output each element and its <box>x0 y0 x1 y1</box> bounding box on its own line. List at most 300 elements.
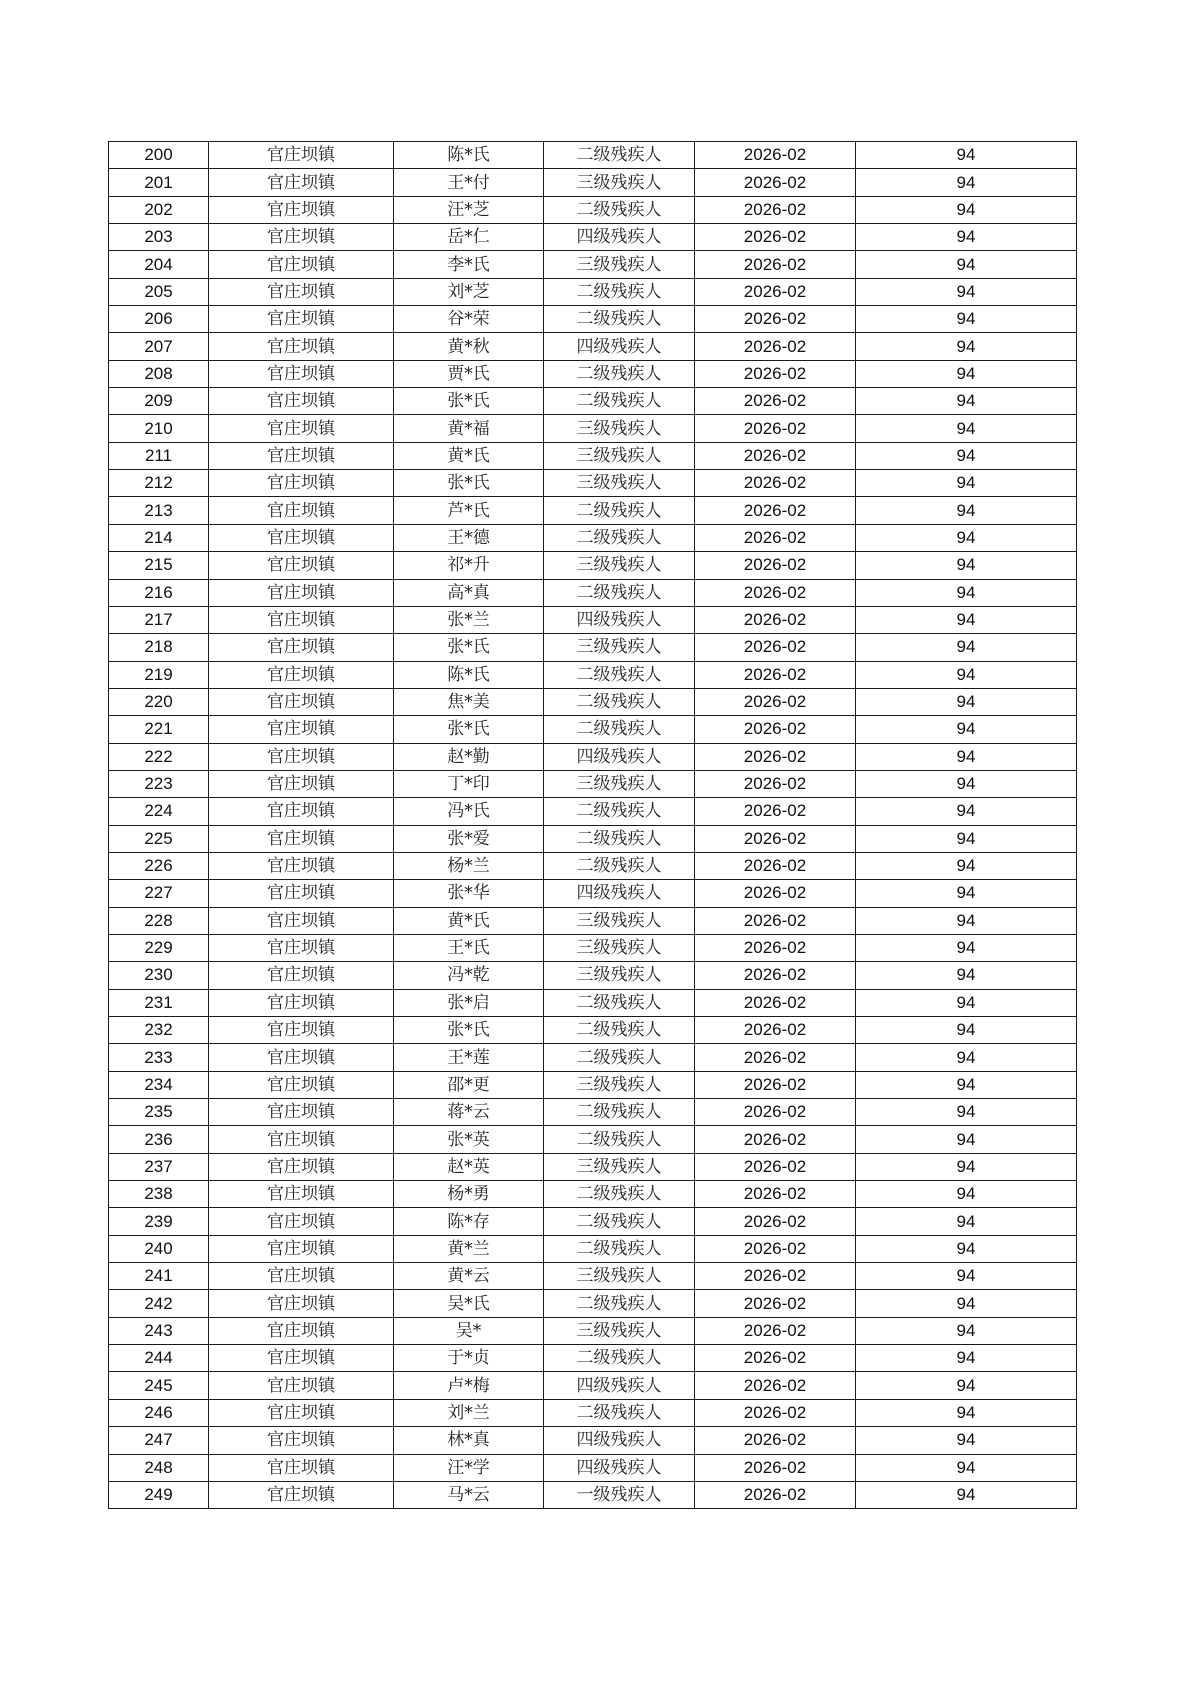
row-number-cell: 214 <box>109 524 209 551</box>
town-cell: 官庄坝镇 <box>209 1208 394 1235</box>
name-cell: 黄*福 <box>394 415 544 442</box>
amount-cell: 94 <box>856 1481 1077 1508</box>
name-cell: 王*付 <box>394 169 544 196</box>
name-cell: 李*氏 <box>394 251 544 278</box>
table-row <box>109 1399 1077 1426</box>
row-number-cell: 220 <box>109 688 209 715</box>
town-cell: 官庄坝镇 <box>209 142 394 169</box>
disability-level-cell: 二级残疾人 <box>544 661 695 688</box>
row-number-cell: 200 <box>109 142 209 169</box>
row-number-cell: 221 <box>109 716 209 743</box>
disability-level-cell: 二级残疾人 <box>544 1126 695 1153</box>
month-cell: 2026-02 <box>695 524 856 551</box>
name-cell: 张*氏 <box>394 716 544 743</box>
row-number-cell: 212 <box>109 470 209 497</box>
table-row <box>109 333 1077 360</box>
table-row <box>109 360 1077 387</box>
table-row <box>109 1181 1077 1208</box>
disability-level-cell: 三级残疾人 <box>544 1317 695 1344</box>
disability-level-cell: 二级残疾人 <box>544 1181 695 1208</box>
disability-level-cell: 三级残疾人 <box>544 442 695 469</box>
amount-cell: 94 <box>856 1126 1077 1153</box>
row-number-cell: 231 <box>109 989 209 1016</box>
town-cell: 官庄坝镇 <box>209 743 394 770</box>
row-number-cell: 224 <box>109 798 209 825</box>
row-number-cell: 230 <box>109 962 209 989</box>
row-number-cell: 228 <box>109 907 209 934</box>
month-cell: 2026-02 <box>695 388 856 415</box>
amount-cell: 94 <box>856 1454 1077 1481</box>
disability-level-cell: 二级残疾人 <box>544 497 695 524</box>
disability-level-cell: 三级残疾人 <box>544 770 695 797</box>
amount-cell: 94 <box>856 989 1077 1016</box>
amount-cell: 94 <box>856 1071 1077 1098</box>
name-cell: 刘*芝 <box>394 278 544 305</box>
disability-level-cell: 四级残疾人 <box>544 1372 695 1399</box>
town-cell: 官庄坝镇 <box>209 688 394 715</box>
name-cell: 赵*英 <box>394 1153 544 1180</box>
roster-body <box>109 142 1077 1509</box>
row-number-cell: 218 <box>109 634 209 661</box>
name-cell: 陈*存 <box>394 1208 544 1235</box>
name-cell: 岳*仁 <box>394 224 544 251</box>
row-number-cell: 201 <box>109 169 209 196</box>
town-cell: 官庄坝镇 <box>209 798 394 825</box>
name-cell: 卢*梅 <box>394 1372 544 1399</box>
row-number-cell: 248 <box>109 1454 209 1481</box>
table-row <box>109 524 1077 551</box>
row-number-cell: 227 <box>109 880 209 907</box>
row-number-cell: 213 <box>109 497 209 524</box>
row-number-cell: 211 <box>109 442 209 469</box>
amount-cell: 94 <box>856 798 1077 825</box>
town-cell: 官庄坝镇 <box>209 1235 394 1262</box>
table-row <box>109 1372 1077 1399</box>
disability-level-cell: 四级残疾人 <box>544 224 695 251</box>
name-cell: 邵*更 <box>394 1071 544 1098</box>
disability-level-cell: 二级残疾人 <box>544 1345 695 1372</box>
disability-level-cell: 三级残疾人 <box>544 415 695 442</box>
name-cell: 刘*兰 <box>394 1399 544 1426</box>
month-cell: 2026-02 <box>695 251 856 278</box>
amount-cell: 94 <box>856 196 1077 223</box>
name-cell: 冯*乾 <box>394 962 544 989</box>
month-cell: 2026-02 <box>695 1372 856 1399</box>
name-cell: 林*真 <box>394 1427 544 1454</box>
disability-level-cell: 三级残疾人 <box>544 962 695 989</box>
name-cell: 谷*荣 <box>394 306 544 333</box>
name-cell: 张*氏 <box>394 1017 544 1044</box>
disability-level-cell: 三级残疾人 <box>544 470 695 497</box>
table-row <box>109 1235 1077 1262</box>
month-cell: 2026-02 <box>695 278 856 305</box>
disability-level-cell: 三级残疾人 <box>544 169 695 196</box>
month-cell: 2026-02 <box>695 333 856 360</box>
table-row <box>109 743 1077 770</box>
name-cell: 蒋*云 <box>394 1099 544 1126</box>
row-number-cell: 204 <box>109 251 209 278</box>
town-cell: 官庄坝镇 <box>209 415 394 442</box>
town-cell: 官庄坝镇 <box>209 1071 394 1098</box>
amount-cell: 94 <box>856 1017 1077 1044</box>
amount-cell: 94 <box>856 716 1077 743</box>
month-cell: 2026-02 <box>695 1427 856 1454</box>
town-cell: 官庄坝镇 <box>209 1263 394 1290</box>
month-cell: 2026-02 <box>695 224 856 251</box>
disability-level-cell: 二级残疾人 <box>544 278 695 305</box>
row-number-cell: 210 <box>109 415 209 442</box>
town-cell: 官庄坝镇 <box>209 1099 394 1126</box>
month-cell: 2026-02 <box>695 1263 856 1290</box>
disability-level-cell: 一级残疾人 <box>544 1481 695 1508</box>
name-cell: 张*启 <box>394 989 544 1016</box>
table-row <box>109 1126 1077 1153</box>
town-cell: 官庄坝镇 <box>209 579 394 606</box>
amount-cell: 94 <box>856 1153 1077 1180</box>
amount-cell: 94 <box>856 907 1077 934</box>
month-cell: 2026-02 <box>695 306 856 333</box>
row-number-cell: 209 <box>109 388 209 415</box>
town-cell: 官庄坝镇 <box>209 278 394 305</box>
amount-cell: 94 <box>856 1181 1077 1208</box>
town-cell: 官庄坝镇 <box>209 1372 394 1399</box>
row-number-cell: 249 <box>109 1481 209 1508</box>
table-row <box>109 852 1077 879</box>
amount-cell: 94 <box>856 1099 1077 1126</box>
disability-level-cell: 四级残疾人 <box>544 333 695 360</box>
disability-level-cell: 二级残疾人 <box>544 1290 695 1317</box>
disability-level-cell: 二级残疾人 <box>544 989 695 1016</box>
town-cell: 官庄坝镇 <box>209 962 394 989</box>
town-cell: 官庄坝镇 <box>209 934 394 961</box>
disability-level-cell: 四级残疾人 <box>544 743 695 770</box>
amount-cell: 94 <box>856 388 1077 415</box>
table-row <box>109 306 1077 333</box>
month-cell: 2026-02 <box>695 169 856 196</box>
name-cell: 赵*勤 <box>394 743 544 770</box>
month-cell: 2026-02 <box>695 634 856 661</box>
row-number-cell: 205 <box>109 278 209 305</box>
amount-cell: 94 <box>856 360 1077 387</box>
table-row <box>109 661 1077 688</box>
amount-cell: 94 <box>856 1235 1077 1262</box>
town-cell: 官庄坝镇 <box>209 552 394 579</box>
disability-level-cell: 三级残疾人 <box>544 934 695 961</box>
disability-level-cell: 四级残疾人 <box>544 606 695 633</box>
amount-cell: 94 <box>856 1427 1077 1454</box>
table-row <box>109 470 1077 497</box>
town-cell: 官庄坝镇 <box>209 497 394 524</box>
town-cell: 官庄坝镇 <box>209 1126 394 1153</box>
town-cell: 官庄坝镇 <box>209 634 394 661</box>
disability-level-cell: 二级残疾人 <box>544 1208 695 1235</box>
town-cell: 官庄坝镇 <box>209 224 394 251</box>
month-cell: 2026-02 <box>695 1399 856 1426</box>
month-cell: 2026-02 <box>695 716 856 743</box>
town-cell: 官庄坝镇 <box>209 442 394 469</box>
name-cell: 陈*氏 <box>394 661 544 688</box>
name-cell: 杨*兰 <box>394 852 544 879</box>
town-cell: 官庄坝镇 <box>209 388 394 415</box>
row-number-cell: 243 <box>109 1317 209 1344</box>
disability-level-cell: 二级残疾人 <box>544 1017 695 1044</box>
table-row <box>109 251 1077 278</box>
table-row <box>109 442 1077 469</box>
amount-cell: 94 <box>856 770 1077 797</box>
town-cell: 官庄坝镇 <box>209 1317 394 1344</box>
name-cell: 于*贞 <box>394 1345 544 1372</box>
table-row <box>109 934 1077 961</box>
name-cell: 汪*学 <box>394 1454 544 1481</box>
month-cell: 2026-02 <box>695 142 856 169</box>
town-cell: 官庄坝镇 <box>209 989 394 1016</box>
table-row <box>109 688 1077 715</box>
disability-level-cell: 二级残疾人 <box>544 852 695 879</box>
town-cell: 官庄坝镇 <box>209 907 394 934</box>
row-number-cell: 236 <box>109 1126 209 1153</box>
table-row <box>109 770 1077 797</box>
name-cell: 祁*升 <box>394 552 544 579</box>
table-row <box>109 716 1077 743</box>
month-cell: 2026-02 <box>695 1481 856 1508</box>
amount-cell: 94 <box>856 634 1077 661</box>
name-cell: 杨*勇 <box>394 1181 544 1208</box>
town-cell: 官庄坝镇 <box>209 1427 394 1454</box>
subsidy-roster-table <box>108 141 1077 1509</box>
row-number-cell: 240 <box>109 1235 209 1262</box>
month-cell: 2026-02 <box>695 1071 856 1098</box>
disability-level-cell: 二级残疾人 <box>544 688 695 715</box>
name-cell: 黄*云 <box>394 1263 544 1290</box>
row-number-cell: 237 <box>109 1153 209 1180</box>
amount-cell: 94 <box>856 743 1077 770</box>
town-cell: 官庄坝镇 <box>209 880 394 907</box>
amount-cell: 94 <box>856 1317 1077 1344</box>
table-row <box>109 1017 1077 1044</box>
row-number-cell: 238 <box>109 1181 209 1208</box>
month-cell: 2026-02 <box>695 470 856 497</box>
town-cell: 官庄坝镇 <box>209 196 394 223</box>
name-cell: 王*氏 <box>394 934 544 961</box>
table-row <box>109 989 1077 1016</box>
amount-cell: 94 <box>856 278 1077 305</box>
table-row <box>109 1208 1077 1235</box>
month-cell: 2026-02 <box>695 415 856 442</box>
name-cell: 丁*印 <box>394 770 544 797</box>
disability-level-cell: 三级残疾人 <box>544 907 695 934</box>
name-cell: 王*莲 <box>394 1044 544 1071</box>
name-cell: 张*爱 <box>394 825 544 852</box>
row-number-cell: 203 <box>109 224 209 251</box>
name-cell: 黄*秋 <box>394 333 544 360</box>
town-cell: 官庄坝镇 <box>209 1345 394 1372</box>
disability-level-cell: 三级残疾人 <box>544 552 695 579</box>
amount-cell: 94 <box>856 1263 1077 1290</box>
name-cell: 黄*氏 <box>394 907 544 934</box>
town-cell: 官庄坝镇 <box>209 1153 394 1180</box>
row-number-cell: 239 <box>109 1208 209 1235</box>
month-cell: 2026-02 <box>695 934 856 961</box>
table-row <box>109 634 1077 661</box>
month-cell: 2026-02 <box>695 497 856 524</box>
row-number-cell: 206 <box>109 306 209 333</box>
disability-level-cell: 四级残疾人 <box>544 880 695 907</box>
month-cell: 2026-02 <box>695 442 856 469</box>
town-cell: 官庄坝镇 <box>209 852 394 879</box>
table-row <box>109 1044 1077 1071</box>
month-cell: 2026-02 <box>695 606 856 633</box>
disability-level-cell: 二级残疾人 <box>544 1235 695 1262</box>
name-cell: 张*兰 <box>394 606 544 633</box>
town-cell: 官庄坝镇 <box>209 1017 394 1044</box>
table-row <box>109 1099 1077 1126</box>
row-number-cell: 222 <box>109 743 209 770</box>
disability-level-cell: 二级残疾人 <box>544 579 695 606</box>
month-cell: 2026-02 <box>695 1181 856 1208</box>
month-cell: 2026-02 <box>695 1317 856 1344</box>
table-row <box>109 1454 1077 1481</box>
disability-level-cell: 二级残疾人 <box>544 524 695 551</box>
row-number-cell: 226 <box>109 852 209 879</box>
amount-cell: 94 <box>856 1345 1077 1372</box>
name-cell: 张*氏 <box>394 470 544 497</box>
month-cell: 2026-02 <box>695 1290 856 1317</box>
month-cell: 2026-02 <box>695 989 856 1016</box>
table-row <box>109 907 1077 934</box>
amount-cell: 94 <box>856 442 1077 469</box>
name-cell: 高*真 <box>394 579 544 606</box>
table-row <box>109 825 1077 852</box>
row-number-cell: 207 <box>109 333 209 360</box>
town-cell: 官庄坝镇 <box>209 1044 394 1071</box>
table-row <box>109 169 1077 196</box>
amount-cell: 94 <box>856 825 1077 852</box>
amount-cell: 94 <box>856 962 1077 989</box>
disability-level-cell: 四级残疾人 <box>544 1427 695 1454</box>
disability-level-cell: 二级残疾人 <box>544 825 695 852</box>
amount-cell: 94 <box>856 415 1077 442</box>
amount-cell: 94 <box>856 1372 1077 1399</box>
name-cell: 王*德 <box>394 524 544 551</box>
amount-cell: 94 <box>856 852 1077 879</box>
amount-cell: 94 <box>856 688 1077 715</box>
table-row <box>109 1481 1077 1508</box>
table-row <box>109 962 1077 989</box>
month-cell: 2026-02 <box>695 579 856 606</box>
name-cell: 冯*氏 <box>394 798 544 825</box>
row-number-cell: 241 <box>109 1263 209 1290</box>
amount-cell: 94 <box>856 880 1077 907</box>
amount-cell: 94 <box>856 579 1077 606</box>
town-cell: 官庄坝镇 <box>209 661 394 688</box>
month-cell: 2026-02 <box>695 880 856 907</box>
table-row <box>109 142 1077 169</box>
town-cell: 官庄坝镇 <box>209 333 394 360</box>
row-number-cell: 247 <box>109 1427 209 1454</box>
month-cell: 2026-02 <box>695 798 856 825</box>
month-cell: 2026-02 <box>695 1235 856 1262</box>
disability-level-cell: 三级残疾人 <box>544 634 695 661</box>
disability-level-cell: 二级残疾人 <box>544 798 695 825</box>
name-cell: 黄*兰 <box>394 1235 544 1262</box>
amount-cell: 94 <box>856 524 1077 551</box>
amount-cell: 94 <box>856 251 1077 278</box>
table-row <box>109 497 1077 524</box>
row-number-cell: 202 <box>109 196 209 223</box>
amount-cell: 94 <box>856 497 1077 524</box>
row-number-cell: 244 <box>109 1345 209 1372</box>
month-cell: 2026-02 <box>695 1017 856 1044</box>
table-row <box>109 1153 1077 1180</box>
row-number-cell: 223 <box>109 770 209 797</box>
row-number-cell: 215 <box>109 552 209 579</box>
town-cell: 官庄坝镇 <box>209 470 394 497</box>
disability-level-cell: 三级残疾人 <box>544 1263 695 1290</box>
table-row <box>109 606 1077 633</box>
month-cell: 2026-02 <box>695 907 856 934</box>
row-number-cell: 242 <box>109 1290 209 1317</box>
name-cell: 马*云 <box>394 1481 544 1508</box>
table-row <box>109 388 1077 415</box>
disability-level-cell: 二级残疾人 <box>544 388 695 415</box>
town-cell: 官庄坝镇 <box>209 524 394 551</box>
month-cell: 2026-02 <box>695 852 856 879</box>
name-cell: 贾*氏 <box>394 360 544 387</box>
town-cell: 官庄坝镇 <box>209 1454 394 1481</box>
row-number-cell: 225 <box>109 825 209 852</box>
amount-cell: 94 <box>856 142 1077 169</box>
month-cell: 2026-02 <box>695 1454 856 1481</box>
name-cell: 张*华 <box>394 880 544 907</box>
row-number-cell: 235 <box>109 1099 209 1126</box>
name-cell: 吴*氏 <box>394 1290 544 1317</box>
disability-level-cell: 二级残疾人 <box>544 1044 695 1071</box>
row-number-cell: 219 <box>109 661 209 688</box>
town-cell: 官庄坝镇 <box>209 1481 394 1508</box>
amount-cell: 94 <box>856 1044 1077 1071</box>
month-cell: 2026-02 <box>695 825 856 852</box>
row-number-cell: 233 <box>109 1044 209 1071</box>
month-cell: 2026-02 <box>695 1099 856 1126</box>
row-number-cell: 229 <box>109 934 209 961</box>
town-cell: 官庄坝镇 <box>209 770 394 797</box>
table-row <box>109 1290 1077 1317</box>
amount-cell: 94 <box>856 661 1077 688</box>
town-cell: 官庄坝镇 <box>209 1399 394 1426</box>
town-cell: 官庄坝镇 <box>209 1290 394 1317</box>
row-number-cell: 245 <box>109 1372 209 1399</box>
disability-level-cell: 二级残疾人 <box>544 306 695 333</box>
table-row <box>109 224 1077 251</box>
month-cell: 2026-02 <box>695 1345 856 1372</box>
month-cell: 2026-02 <box>695 1153 856 1180</box>
amount-cell: 94 <box>856 169 1077 196</box>
table-row <box>109 552 1077 579</box>
month-cell: 2026-02 <box>695 1126 856 1153</box>
month-cell: 2026-02 <box>695 661 856 688</box>
table-row <box>109 1263 1077 1290</box>
table-row <box>109 1317 1077 1344</box>
row-number-cell: 216 <box>109 579 209 606</box>
disability-level-cell: 二级残疾人 <box>544 1099 695 1126</box>
month-cell: 2026-02 <box>695 360 856 387</box>
town-cell: 官庄坝镇 <box>209 1181 394 1208</box>
disability-level-cell: 二级残疾人 <box>544 716 695 743</box>
disability-level-cell: 三级残疾人 <box>544 1071 695 1098</box>
month-cell: 2026-02 <box>695 552 856 579</box>
town-cell: 官庄坝镇 <box>209 306 394 333</box>
row-number-cell: 246 <box>109 1399 209 1426</box>
